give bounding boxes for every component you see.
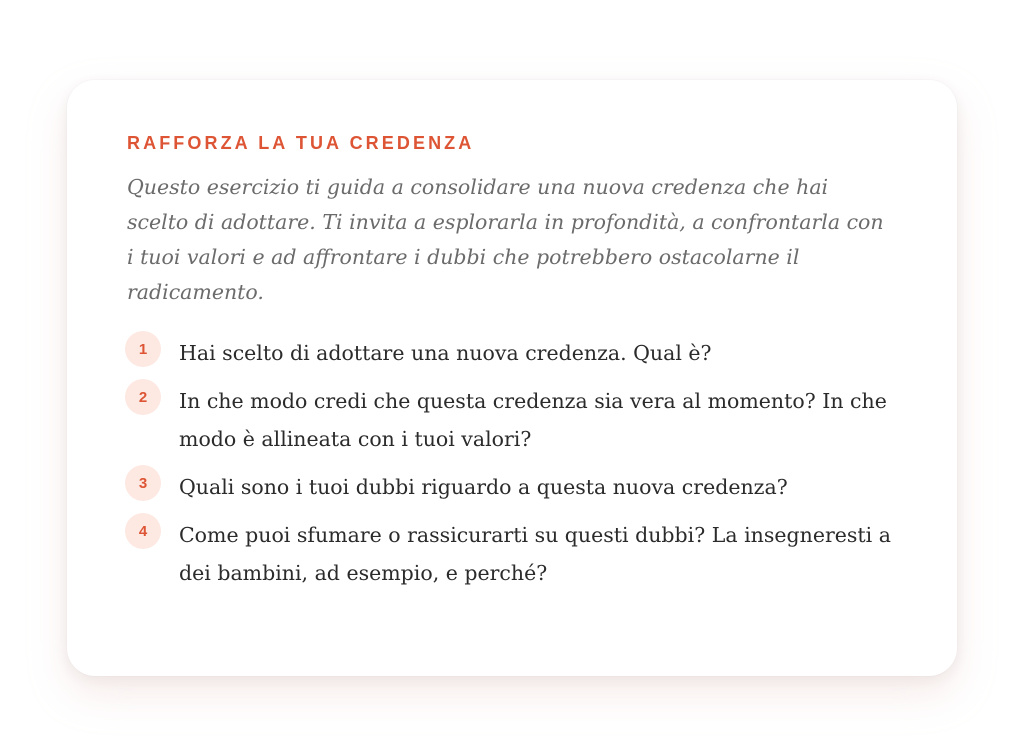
- step-text: In che modo credi che questa credenza sia vera al momento? In che modo è allineata con i tuoi valori?: [179, 389, 887, 451]
- step-number-badge: 1: [125, 331, 161, 367]
- step-number-badge: 3: [125, 465, 161, 501]
- step-number-badge: 2: [125, 379, 161, 415]
- step-item: [127, 520, 897, 592]
- step-text: Quali sono i tuoi dubbi riguardo a questa nuova credenza?: [179, 475, 788, 499]
- step-item: [127, 386, 897, 458]
- step-number-badge: 4: [125, 513, 161, 549]
- step-text: Come puoi sfumare o rassicurarti su questi dubbi? La insegneresti a dei bambini, ad esempio, e perché?: [179, 523, 891, 585]
- step-list: [127, 338, 897, 592]
- exercise-intro: Questo esercizio ti guida a consolidare una nuova credenza che hai scelto di adottare. Ti invita a esplorarla in profondità, a confrontarla con i tuoi valori e ad affrontare i dubbi che potrebbero ostacolarne il radicamento.: [127, 175, 884, 304]
- exercise-title: RAFFORZA LA TUA CREDENZA: [127, 133, 475, 153]
- step-text: Hai scelto di adottare una nuova credenza. Qual è?: [179, 341, 712, 365]
- exercise-card: [67, 80, 957, 676]
- step-item: [127, 338, 897, 372]
- step-item: [127, 472, 897, 506]
